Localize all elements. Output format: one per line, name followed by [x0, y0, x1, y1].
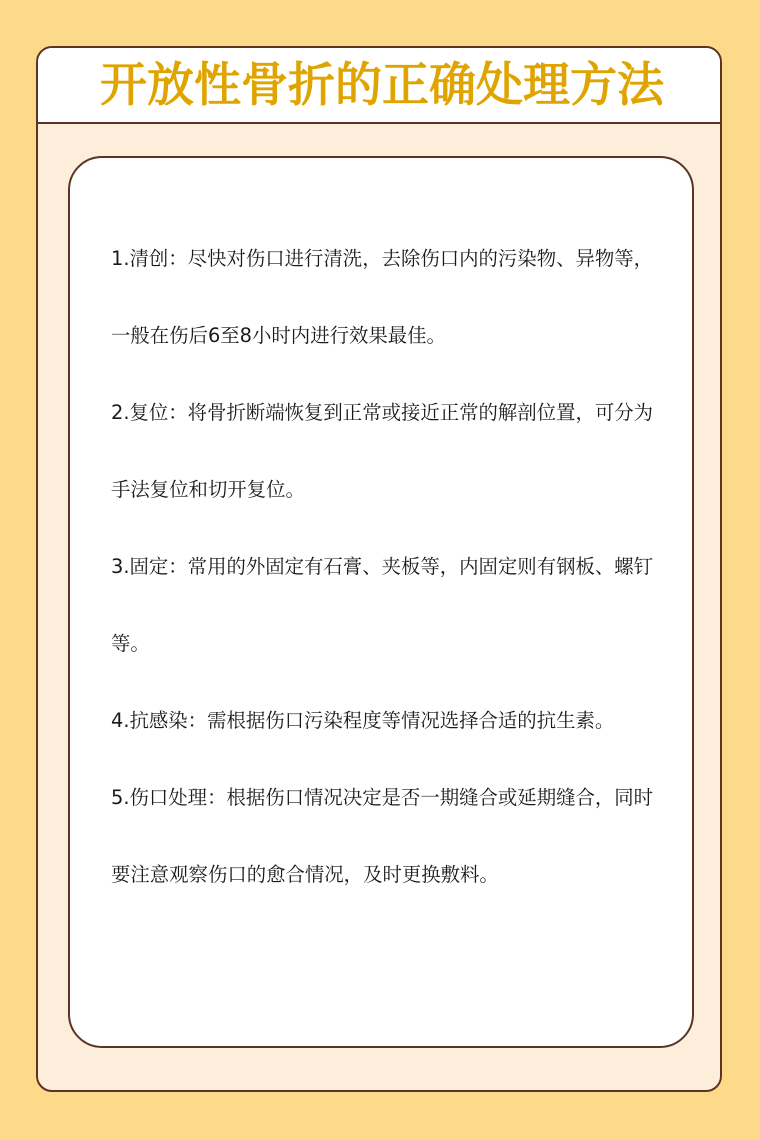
list-item-anti-infection: 4.抗感染：需根据伤口污染程度等情况选择合适的抗生素。	[111, 709, 615, 732]
page-title: 开放性骨折的正确处理方法	[100, 58, 664, 113]
outer-card	[36, 46, 722, 1092]
content-card	[68, 156, 694, 1048]
list-item-cleaning: 1.清创：尽快对伤口进行清洗，去除伤口内的污染物、异物等，一般在伤后6至8小时内进行效果最佳。	[111, 247, 654, 347]
title-bar	[38, 48, 720, 124]
list-item-fixation: 3.固定：常用的外固定有石膏、夹板等，内固定则有钢板、螺钉等。	[111, 555, 654, 655]
list-item-wound-care: 5.伤口处理：根据伤口情况决定是否一期缝合或延期缝合，同时要注意观察伤口的愈合情况，及时更换敷料。	[111, 786, 654, 886]
list-item-reduction: 2.复位：将骨折断端恢复到正常或接近正常的解剖位置，可分为手法复位和切开复位。	[111, 401, 654, 501]
content-list	[111, 220, 656, 913]
